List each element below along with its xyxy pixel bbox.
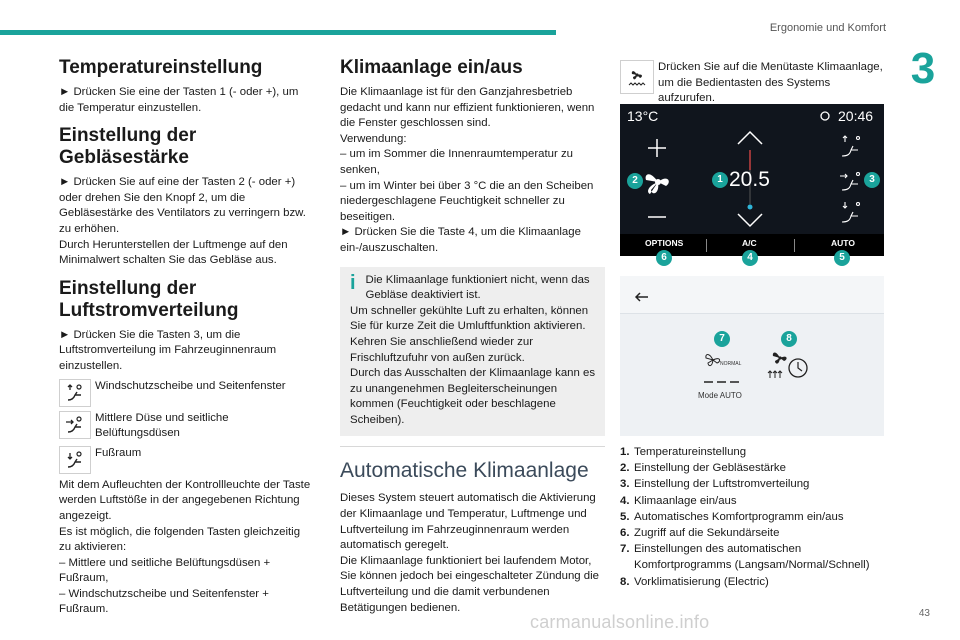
column-1 — [59, 55, 311, 618]
info-text-3: Durch das Ausschalten der Klimaanlage kann es zu unangenehmen Begleiterscheinungen kommen (Feuchtigkeit oder beschlagene Scheiben). — [350, 367, 596, 426]
temperature-setpoint: 20.5 — [729, 168, 770, 191]
chevron-up-icon — [738, 132, 762, 144]
secondary-screen-icons — [620, 346, 884, 406]
fan-icon — [620, 60, 654, 94]
column-2 — [340, 55, 605, 616]
callout-badge-3: 3 — [864, 172, 880, 188]
preconditioning-fan-icon — [768, 353, 787, 379]
outside-temperature: 13°C — [627, 108, 659, 124]
menu-intro — [620, 60, 885, 107]
callout-badge-1: 1 — [712, 172, 728, 188]
callout-badge-2: 2 — [627, 173, 643, 189]
para-airflow-2: Mit dem Aufleuchten der Kontrollleuchte der Taste werden Luftstöße in der angegebenen Richtung angezeigt. — [59, 478, 311, 522]
fan-icon — [646, 174, 669, 194]
airflow-option-footwell-label: Fußraum — [95, 446, 142, 459]
auto-button[interactable]: AUTO — [831, 238, 855, 248]
airflow-option-windshield-label: Windschutzscheibe und Seitenfenster — [95, 379, 286, 392]
info-text-1: Die Klimaanlage funktioniert nicht, wenn das Gebläse deaktiviert ist. — [365, 273, 590, 302]
gear-icon — [821, 112, 829, 120]
footwell-airflow-icon — [59, 446, 91, 474]
page-number: 43 — [918, 608, 930, 619]
chapter-number: 3 — [910, 44, 936, 93]
list-item: 4. Klimaanlage ein/aus — [620, 494, 737, 507]
comfort-fan-icon — [706, 355, 720, 366]
heading-fan: Einstellung der Gebläsestärke — [59, 125, 197, 169]
secondary-screen-topbar — [620, 276, 884, 314]
para-airflow: ► Drücken Sie die Tasten 3, um die Luftstromverteilung im Fahrzeuginnenraum einzustellen. — [59, 328, 277, 372]
callout-badge-7: 7 — [714, 331, 730, 347]
list-item: 6. Zugriff auf die Sekundärseite — [620, 527, 780, 540]
list-item: 2. Einstellung der Gebläsestärke — [620, 462, 786, 475]
para-ac-5: ► Drücken Sie die Taste 4, um die Klimaanlage ein-/auszuschalten. — [340, 226, 581, 254]
list-item: 7. Einstellungen des automatischen Komfortprogramms (Langsam/Normal/Schnell) — [620, 543, 870, 572]
header-accent-bar — [0, 30, 556, 35]
center-vent-airflow-icon — [59, 411, 91, 439]
windshield-airflow-icon — [59, 379, 91, 407]
info-icon: i — [350, 271, 356, 294]
callout-badge-8: 8 — [781, 331, 797, 347]
options-button[interactable]: OPTIONS — [645, 238, 684, 248]
para-ac-4: – um im Winter bei über 3 °C die an den Scheiben niedergeschlagene Feuchtigkeit schneller zu beseitigen. — [340, 179, 594, 223]
list-item: 5. Automatisches Komfortprogramm ein/aus — [620, 510, 844, 523]
airflow-option-center-label: Mittlere Düse und seitliche Belüftungsdüsen — [95, 411, 229, 440]
callout-badge-5: 5 — [834, 250, 850, 266]
para-airflow-4: – Mittlere und seitliche Belüftungsdüsen + Fußraum, — [59, 556, 271, 585]
mode-auto-label: Mode AUTO — [698, 391, 742, 400]
para-fan-2: Durch Herunterstellen der Luftmenge auf den Minimalwert schalten Sie das Gebläse aus. — [59, 238, 288, 267]
para-auto-2: Die Klimaanlage funktioniert bei laufendem Motor, Sie können jedoch bei eingeschalteter Zündung die Luftverteilung und die damit verbundenen Betätigungen bedienen. — [340, 554, 600, 614]
airflow-option-footwell — [59, 446, 311, 474]
para-airflow-3: Es ist möglich, die folgenden Tasten gleichzeitig zu aktivieren: — [59, 525, 301, 554]
para-fan-1: ► Drücken Sie auf eine der Tasten 2 (- oder +) oder drehen Sie den Knopf 2, um die Gebläsestärke des Ventilators zu verringern bzw. zu erhöhen. — [59, 176, 306, 235]
heading-ac: Klimaanlage ein/aus — [340, 57, 523, 78]
heading-temperature: Temperatureinstellung — [59, 57, 263, 78]
para-ac-1: Die Klimaanlage ist für den Ganzjahresbetrieb gedacht und kann nur effizient funktionieren, wenn die Fenster geschlossen sind. — [340, 86, 595, 130]
chevron-down-icon — [738, 214, 762, 226]
legend-list — [620, 444, 885, 590]
para-airflow-5: – Windschutzscheibe und Seitenfenster + Fußraum. — [59, 587, 269, 616]
para-auto-1: Dieses System steuert automatisch die Aktivierung der Klimaanlage und Temperatur, Luftmenge und Luftverteilung im Fahrzeuginnenraum werden automatisch geregelt. — [340, 492, 596, 552]
airflow-option-center — [59, 411, 311, 442]
clock: 20:46 — [838, 108, 874, 124]
heading-airflow: Einstellung der Luftstromverteilung — [59, 277, 239, 321]
plus-icon — [648, 139, 666, 157]
timer-icon — [789, 359, 807, 377]
back-arrow-icon[interactable] — [632, 290, 652, 304]
menu-intro-text: Drücken Sie auf die Menütaste Klimaanlage, um die Bedientasten des Systems aufzurufen. — [658, 61, 883, 105]
callout-badge-4: 4 — [742, 250, 758, 266]
chapter-title: Ergonomie und Komfort — [769, 22, 886, 34]
normal-label: NORMAL — [720, 361, 742, 367]
column-3 — [620, 55, 885, 107]
para-ac-3: – um im Sommer die Innenraumtemperatur zu senken, — [340, 148, 573, 176]
watermark: carmanualsonline.info — [530, 612, 710, 632]
ac-button[interactable]: A/C — [742, 238, 757, 248]
airflow-option-windshield — [59, 379, 311, 407]
para-ac-2: Verwendung: — [340, 132, 407, 145]
list-item: 1. Temperatureinstellung — [620, 446, 747, 458]
heading-auto-ac: Automatische Klimaanlage — [340, 459, 589, 483]
list-item: 3. Einstellung der Luftstromverteilung — [620, 478, 810, 491]
info-text-2: Um schneller gekühlte Luft zu erhalten, können Sie für kurze Zeit die Umluftfunktion aktivieren. Kehren Sie anschließend wieder zur Frischluftzufuhr von außen zurück. — [350, 304, 589, 364]
callout-badge-6: 6 — [656, 250, 672, 266]
info-box — [340, 267, 605, 437]
para-temperature: ► Drücken Sie eine der Tasten 1 (- oder +), um die Temperatur einzustellen. — [59, 86, 299, 114]
section-divider — [340, 446, 605, 447]
list-item: 8. Vorklimatisierung (Electric) — [620, 575, 769, 588]
